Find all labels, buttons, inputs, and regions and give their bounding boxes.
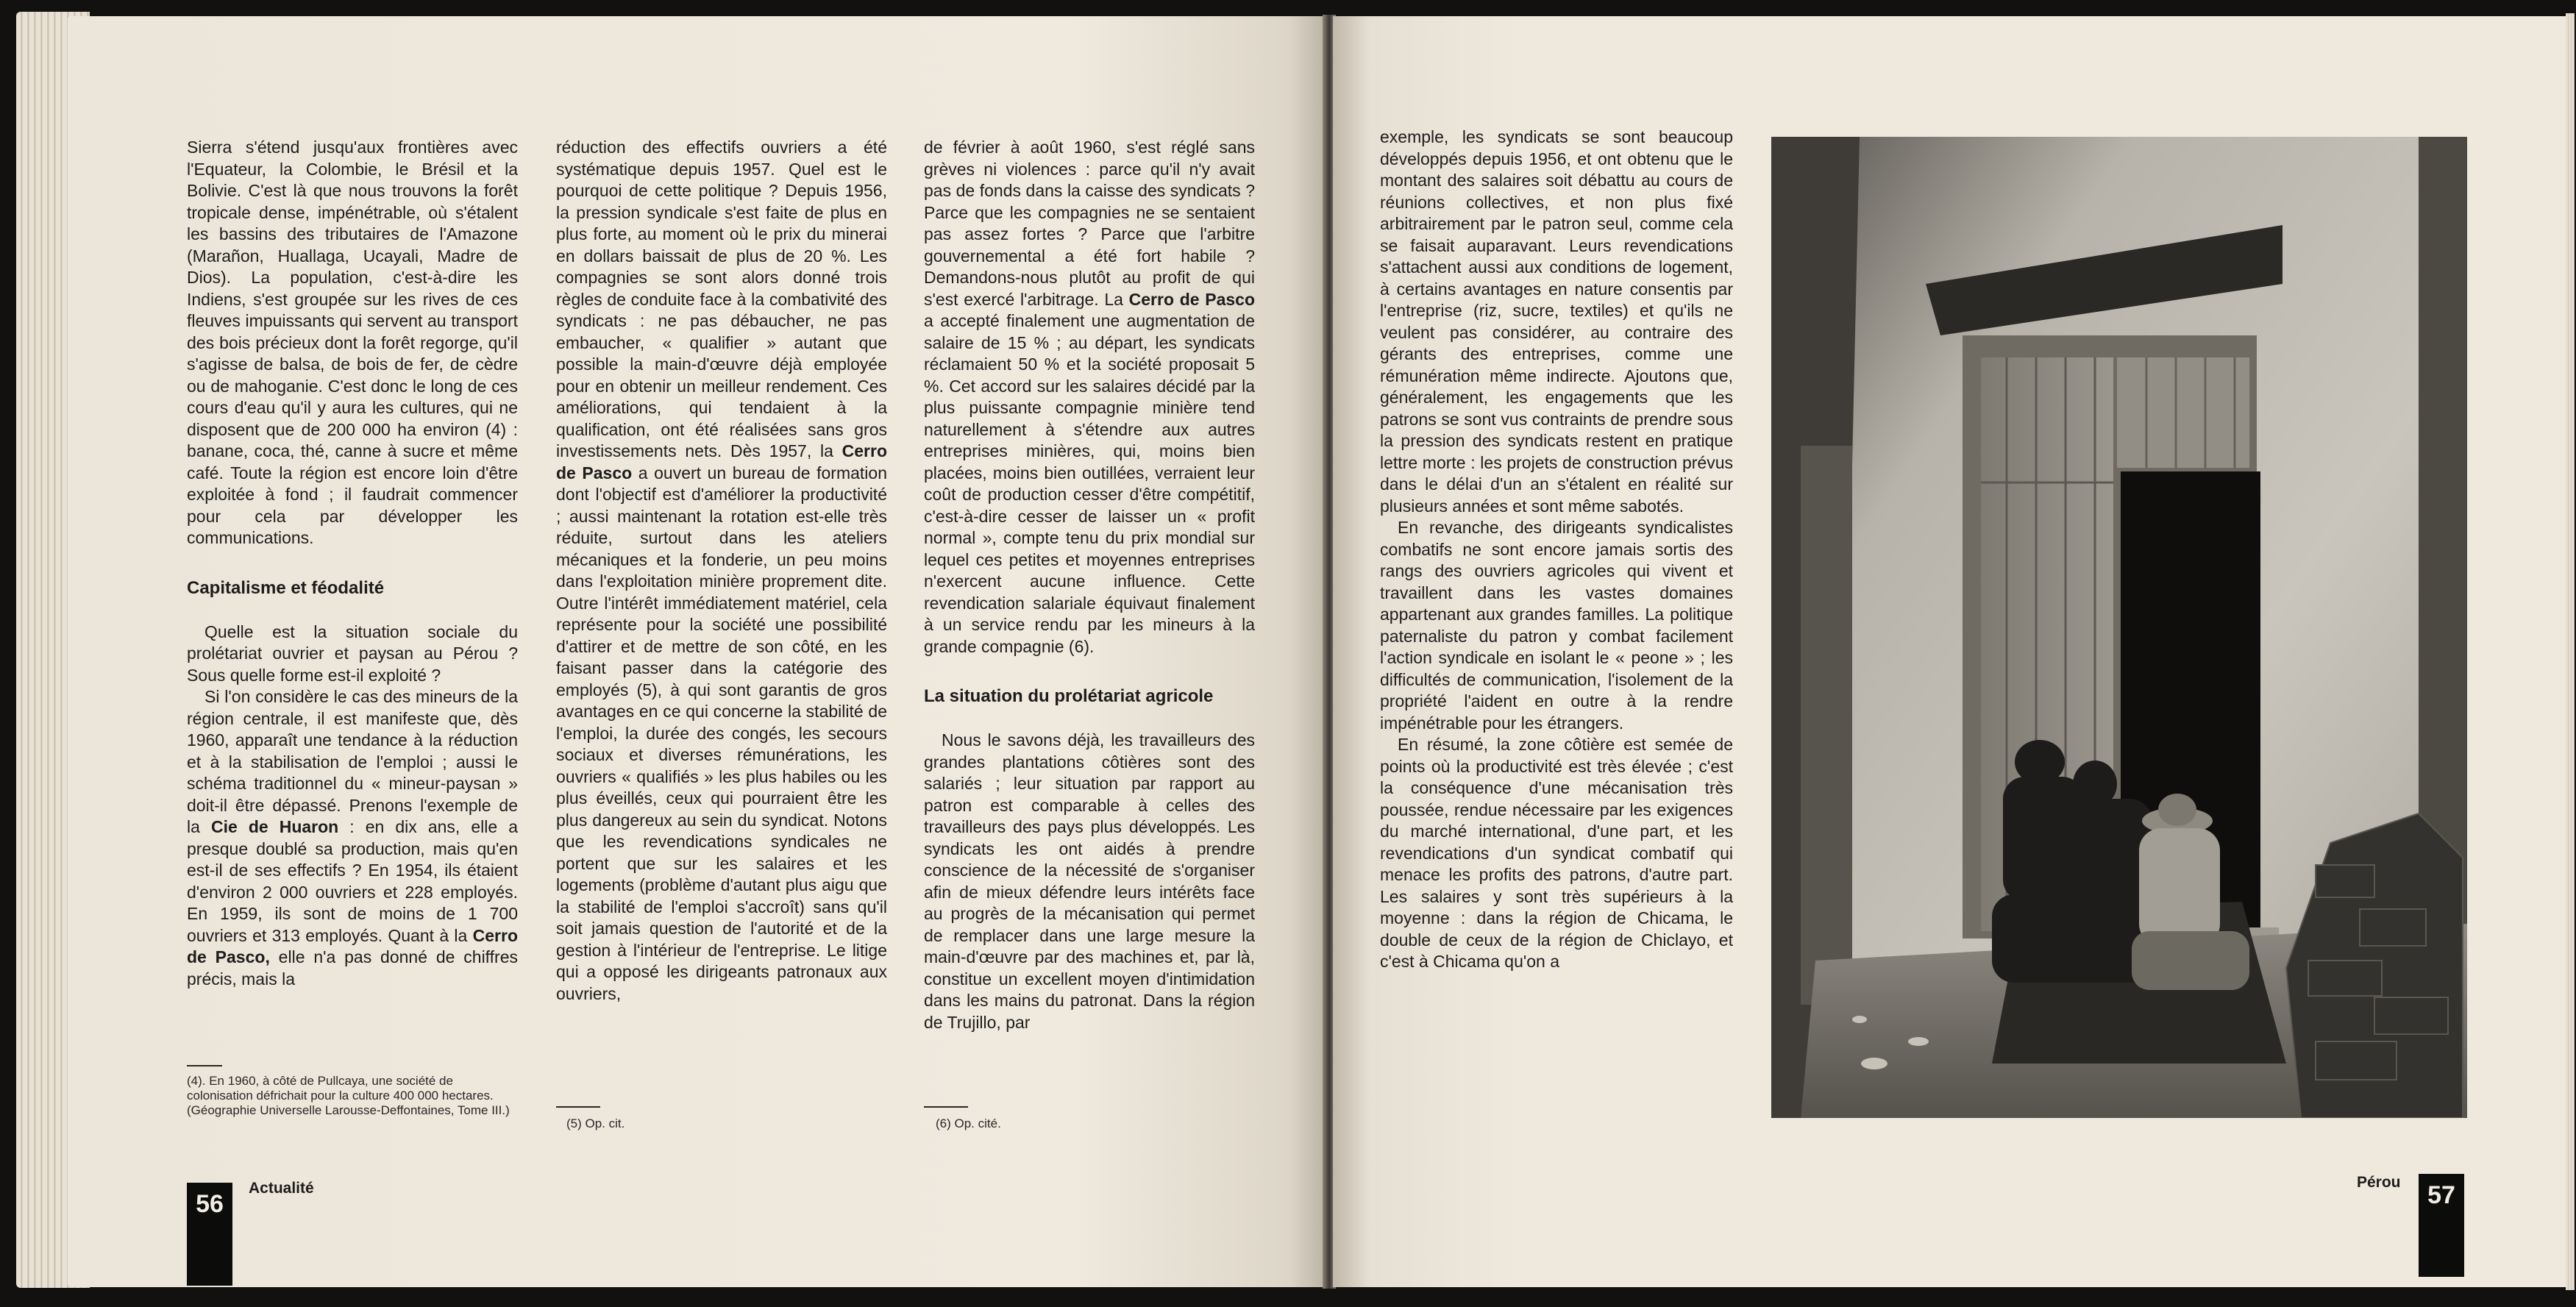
text-run: a ouvert un bureau de formation dont l'objectif est d'améliorer la productivité ; aussi maintenant la rotation est-elle très réduite, surtout dans les ateliers mécaniques et la fonderie, un peu moins dans l'exploitation minière proprement dite. Outre l'intérêt immédiatement matériel, cela représente pour la société une possibilité d'attirer et de mettre de son côté, en les faisant passer dans la catégorie des employés (5), à qui sont garantis de gros avantages en ce qui concerne la stabilité de l'emploi, la durée des congés, les secours sociaux et diverses rémunérations, les ouvriers « qualifiés » les plus habiles ou les plus éveillés, ceux qui pourraient être les plus dangereux au sein du syndicat. Notons que les revendications syndicales ne portent que sur les salaires et les logements (problème d'autant plus aigu que la stabilité de l'emploi s'accroît) sans qu'il soit jamais question de l'autorité et de la gestion à l'intérieur de l'entreprise. Le litige qui a opposé les dirigeants patronaux aux ouvriers, (556, 463, 887, 1003)
company-name: Cerro de Pasco (1128, 289, 1255, 309)
photograph (1771, 137, 2467, 1118)
paragraph: Sierra s'étend jusqu'aux frontières avec l'Equateur, la Colombie, le Brésil et la Bolivie. C'est là que nous trouvons la forêt tropicale dense, impénétrable, où s'étalent les bassins des tributaires de l'Amazone (Marañon, Huallaga, Ucayali, Madre de Dios). La population, c'est-à-dire les Indiens, s'est groupée sur les rives de ces fleuves impuissants qui servent au transport des bois précieux dont la forêt regorge, qu'il s'agisse de balsa, de bois de fer, de cèdre ou de mahoganie. C'est donc le long de ces cours d'eau qu'il y aura les cultures, qui ne disposent que de 200 000 ha environ (4) : banane, coca, thé, canne à sucre et même café. Toute la région est encore loin d'être exploitée à fond ; il faudrait commencer pour cela par développer les communications. (187, 138, 518, 547)
paragraph (187, 686, 518, 990)
paragraph (924, 137, 1255, 658)
paragraph: En revanche, des dirigeants syndicalistes combatifs ne sont encore jamais sortis des rangs des ouvriers agricoles qui vivent et travaillent dans les vastes domaines appartenant aux grandes familles. La politique paternaliste du patron y combat facilement l'action syndicale en isolant le « peone » ; les difficultés de communication, l'isolement de la propriété l'aident en outre à la rendre impénétrable pour les étrangers. (1380, 518, 1733, 733)
company-name: Cerro de Pasco (556, 441, 887, 482)
paragraph (556, 137, 887, 1005)
section-heading: La situation du prolétariat agricole (924, 686, 1214, 706)
page-number: 56 (187, 1183, 232, 1286)
section-heading: Capitalisme et féodalité (187, 577, 385, 598)
footnote-rule (187, 1065, 222, 1066)
left-column-2 (556, 137, 887, 1005)
paragraph: En résumé, la zone côtière est semée de points où la productivité est très élevée ; c'est la conséquence d'une mécanisation très poussée, rendue nécessaire par les exigences du marché international, d'une part, et les revendications d'un syndicat combatif qui menace les profits des patrons, d'autre part. Les salaires y sont très supérieurs à la moyenne : dans la région de Chicama, le double de ceux de la région de Chiclayo, et c'est à Chicama qu'on a (1380, 735, 1733, 971)
text-run: elle n'a pas donné de chiffres précis, mais la (187, 947, 518, 989)
paragraph: Quelle est la situation sociale du prolétariat ouvrier et paysan au Pérou ? Sous quelle forme est-il exploité ? (187, 622, 518, 685)
company-name: Cie de Huaron (210, 817, 339, 836)
footnote: (4). En 1960, à côté de Pullcaya, une société de colonisation défrichait pour la culture 400 000 hectares. (Géographie Universelle Larousse-Deffontaines, Tome III.) (187, 1074, 510, 1117)
left-column-1 (187, 137, 518, 990)
page-number: 57 (2419, 1174, 2464, 1277)
footnote-rule (924, 1106, 968, 1108)
right-column-1 (1380, 127, 1733, 973)
company-name: Cerro de Pasco, (187, 925, 518, 966)
running-head: Actualité (249, 1180, 314, 1197)
right-page-edges (2566, 13, 2575, 1290)
photo-image (1771, 137, 2467, 1118)
text-run: a accepté finalement une augmentation de salaire de 15 % ; au départ, les syndicats réclamaient 50 % et la société proposait 5 %. Cet accord sur les salaires décidé par la plus puissante compagnie minière tend naturellement à s'étendre aux autres entreprises minières, qui, moins bien placées, moins bien outillées, verraient leur coût de production cesser d'être compétitif, c'est-à-dire cesser de laisser un « profit normal », compte tenu du prix mondial sur lequel ces petites et moyennes entreprises n'exercent aucune influence. Cette revendication salariale équivaut finalement à un service rendu par les mineurs à la grande compagnie (6). (924, 311, 1255, 656)
paragraph: Nous le savons déjà, les travailleurs des grandes plantations côtières sont des salariés ; leur situation par rapport au patron est comparable à celles des travailleurs des pays plus développés. Les syndicats les ont aidés à prendre conscience de la nécessité de s'organiser afin de mieux défendre leurs intérêts face au progrès de la mécanisation qui permet de remplacer dans une large mesure la main-d'œuvre par des machines et, par là, constitue un excellent moyen d'intimidation dans les mains du patronat. Dans la région de Trujillo, par (924, 730, 1255, 1032)
text-run: réduction des effectifs ouvriers a été systématique depuis 1957. Quel est le pourquoi de cette politique ? Depuis 1956, la pression syndicale s'est faite de plus en plus forte, au moment où le prix du minerai en dollars baissait de plus de 20 %. Les compagnies se sont alors donné trois règles de conduite face à la combativité des syndicats : ne pas débaucher, ne pas embaucher, « qualifier » autant que possible la main-d'œuvre déjà employée pour en obtenir un meilleur rendement. Ces améliorations, qui tendaient à la qualification, ont été réalisées sans gros investissements nets. Dès 1957, la (556, 138, 887, 460)
footnote-rule (556, 1106, 600, 1108)
text-run: Si l'on considère le cas des mineurs de la région centrale, il est manifeste que, dès 1960, apparaît une tendance à la réduction et à la stabilisation de l'emploi ; aussi le schéma traditionnel du « mineur-paysan » doit-il être dépassé. Prenons l'exemple de la (187, 687, 518, 836)
footnote: (5) Op. cit. (566, 1117, 625, 1130)
footnote: (6) Op. cité. (936, 1117, 1001, 1130)
text-run: de février à août 1960, s'est réglé sans grèves ni violences : parce qu'il n'y avait pas de fonds dans la caisse des syndicats ? Parce que les compagnies ne se sentaient pas assez fortes ? Parce que l'arbitre gouvernemental a été fort habile ? Demandons-nous plutôt au profit de qui s'est exercé l'arbitrage. La (924, 138, 1255, 309)
left-column-3 (924, 137, 1255, 1033)
text-run: : en dix ans, elle a presque doublé sa production, mais qu'en est-il de ses effectifs ? En 1954, ils étaient d'environ 2 000 ouvriers et 228 employés. En 1959, ils sont de moins de 1 700 ouvriers et 313 employés. Quant à la (187, 817, 518, 945)
running-head: Pérou (2357, 1174, 2401, 1191)
paragraph: exemple, les syndicats se sont beaucoup développés depuis 1956, et ont obtenu que le montant des salaires soit débattu au cours de réunions collectives, et non plus fixé arbitrairement par le patron seul, comme cela se faisait auparavant. Leurs revendications s'attachent aussi aux conditions de logement, à certains avantages en nature consentis par l'entreprise (riz, sucre, textiles) et qu'ils ne veulent pas considérer, au contraire des gérants des entreprises, comme une rémunération même indirecte. Ajoutons que, généralement, les engagements que les patrons se sont vus contraints de prendre sous la pression des syndicats restent en pratique lettre morte : les projets de construction prévus dans le délai d'un an s'étalent en réalité sur plusieurs années et sont même sabotés. (1380, 127, 1733, 516)
